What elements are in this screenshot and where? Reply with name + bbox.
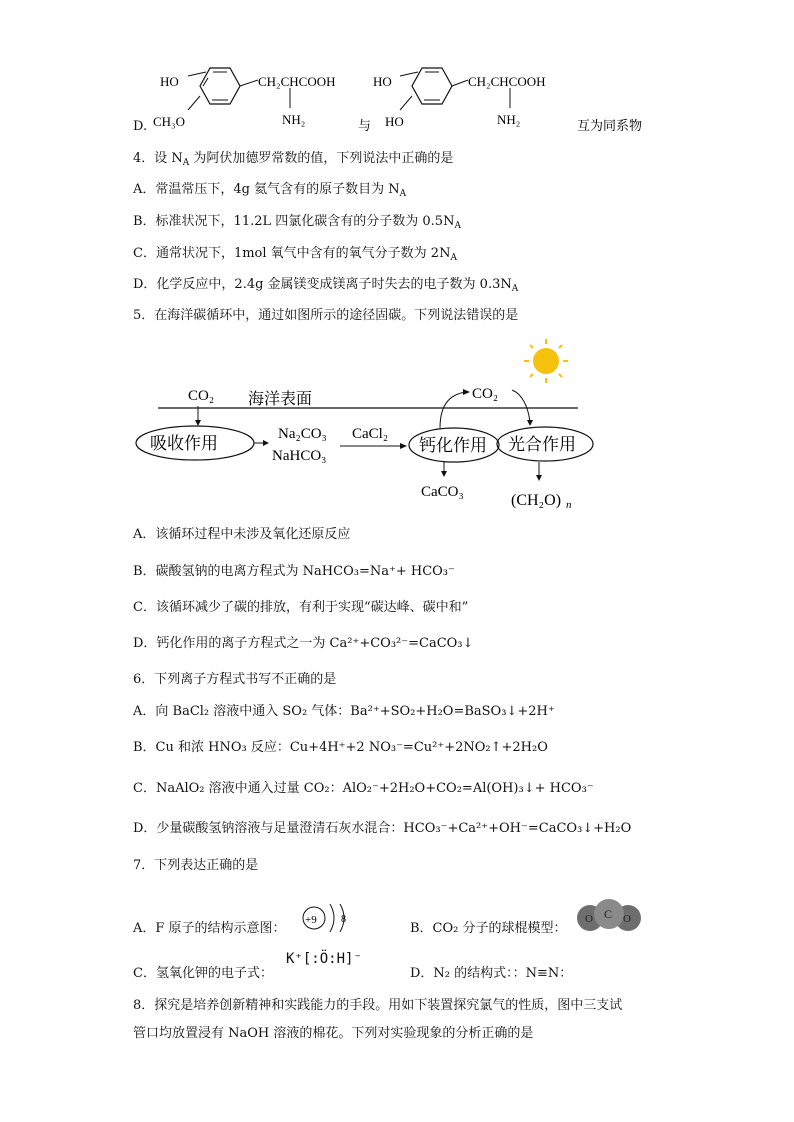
q4-option-a: A．常温常压下，4g 氦气含有的原子数目为 $N_A$ [133,182,407,199]
f-atom-diagram [300,898,360,938]
nucleus-label: +9 [305,914,317,926]
atom-c: C [604,907,613,921]
koh-electron-formula: K⁺[:Ö:H]⁻ [286,951,362,967]
cacl2-label: CaCl₂ [352,426,389,442]
q7-option-c: C．氢氧化钾的电子式： [133,966,273,981]
surface-label: 海洋表面 [248,391,313,408]
absorb-label: 吸收作用 [150,434,218,453]
carbon-cycle-diagram [0,336,794,516]
q5-option-d: D．钙化作用的离子方程式之一为 Ca²⁺+CO₃²⁻=CaCO₃↓ [133,636,474,651]
nahco3-label: NaHCO₃ [272,448,327,464]
suffix-text: 互为同系物 [577,118,643,133]
q4-option-c: C．通常状况下，1mol 氧气中含有的氧气分子数为 $2N_A$ [133,246,457,263]
mol2-ho-top: HO [373,74,392,89]
q3-option-d [0,58,794,138]
photo-label: 光合作用 [508,435,576,454]
q8-line-2: 管口均放置浸有 NaOH 溶液的棉花。下列对实验现象的分析正确的是 [133,1026,534,1041]
q6-option-b: B．Cu 和浓 HNO₃ 反应：Cu+4H⁺+2 NO₃⁻=Cu²⁺+2NO₂↑+2H₂O [133,740,548,755]
mol1-och3: CH₃O [153,114,185,129]
ch2o-n-label: n [566,499,572,511]
atom-o-left: O [585,913,593,925]
q6-option-a: A．向 BaCl₂ 溶液中通入 SO₂ 气体：Ba²⁺+SO₂+H₂O=BaSO₃↓+2H⁺ [133,704,555,719]
q7-option-a: A．F 原子的结构示意图： [133,921,286,936]
na2co3-label: Na₂CO₃ [278,426,327,442]
q7-stem: 7．下列表达正确的是 [133,858,259,873]
ch2o-label: (CH₂O) [511,492,562,509]
calcify-label: 钙化作用 [419,436,487,455]
q8-line-1: 8．探究是培养创新精神和实践能力的手段。用如下装置探究氯气的性质，图中三支试 [133,998,623,1013]
mol2-chain: CH₂CHCOOH [468,74,546,89]
sun-icon [524,339,568,383]
shell-label: 8 [341,914,346,925]
q5-option-a: A．该循环过程中未涉及氧化还原反应 [133,527,351,542]
q5-option-c: C．该循环减少了碳的排放，有利于实现“碳达峰、碳中和” [133,600,469,615]
q7-option-b: B．CO₂ 分子的球棍模型： [410,921,567,936]
co2-cycle-label: CO₂ [472,386,499,402]
q6-stem: 6．下列离子方程式书写不正确的是 [133,672,337,687]
co2-ball-model [574,896,644,936]
q7-option-d: D．N₂ 的结构式：：N≡N： [410,966,573,981]
q4-option-d: D．化学反应中，2.4g 金属镁变成镁离子时失去的电子数为 $0.3N_A$ [133,277,519,294]
q6-option-c: C．NaAlO₂ 溶液中通入过量 CO₂：AlO₂⁻+2H₂O+CO₂=Al(OH)₃↓+ HCO₃⁻ [133,781,594,796]
mol1-ho: HO [160,74,179,89]
mol1-nh2: NH₂ [282,112,306,127]
q5-option-b: B．碳酸氢钠的电离方程式为 NaHCO₃=Na⁺+ HCO₃⁻ [133,564,455,579]
atom-o-right: O [623,913,631,925]
connector-text: 与 [358,118,372,133]
q4-stem: 4．设 $N_A$ 为阿伏加德罗常数的值，下列说法中正确的是 [133,151,454,168]
q5-stem: 5．在海洋碳循环中，通过如图所示的途径固碳。下列说法错误的是 [133,308,519,323]
molecule-1 [0,58,794,138]
caco3-label: CaCO₃ [421,484,464,500]
mol1-chain: CH₂CHCOOH [258,74,336,89]
q4-option-b: B．标准状况下，11.2L 四氯化碳含有的分子数为 $0.5N_A$ [133,214,461,231]
q6-option-d: D．少量碳酸氢钠溶液与足量澄清石灰水混合：HCO₃⁻+Ca²⁺+OH⁻=CaCO₃↓+H₂O [133,821,632,836]
option-label: D. [133,119,148,134]
mol2-nh2: NH₂ [497,112,521,127]
co2-in-label: CO₂ [188,388,215,404]
mol2-ho-bottom: HO [385,114,404,129]
